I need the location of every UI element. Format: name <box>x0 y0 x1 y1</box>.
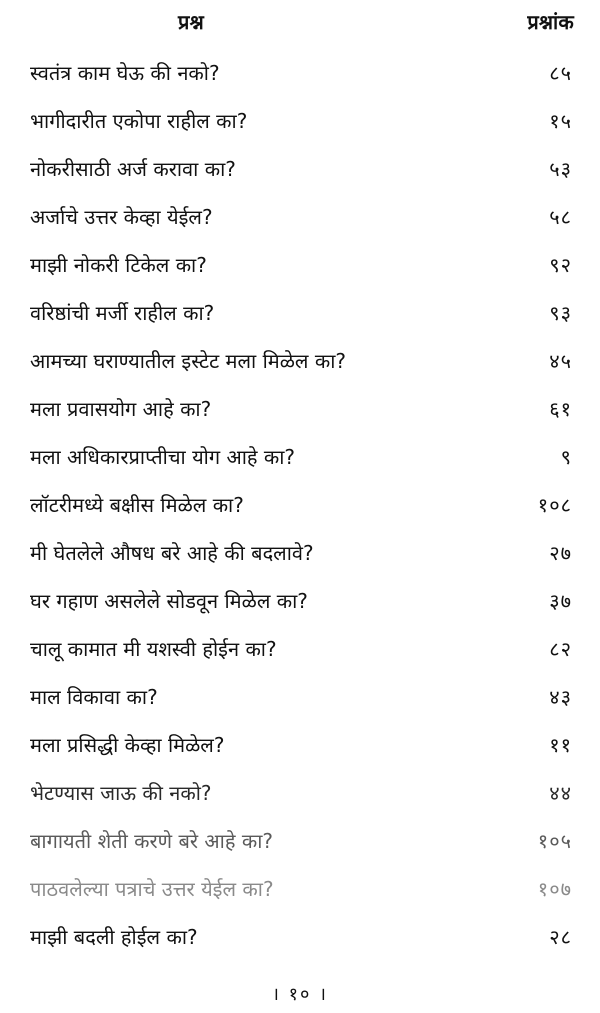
question-number: ४३ <box>549 685 572 709</box>
page-number: । १० । <box>272 984 328 1005</box>
list-item <box>0 156 600 196</box>
question-number: १५ <box>549 109 572 133</box>
question-number: ८५ <box>549 61 572 85</box>
list-item <box>0 492 600 532</box>
question-number: १०७ <box>537 877 572 901</box>
question-text: नोकरीसाठी अर्ज करावा का? <box>30 157 236 181</box>
question-text: बागायती शेती करणे बरे आहे का? <box>30 829 274 853</box>
question-number: २८ <box>549 925 572 949</box>
question-text: भागीदारीत एकोपा राहील का? <box>30 109 248 133</box>
list-item <box>0 300 600 340</box>
question-text: मला प्रसिद्धी केव्हा मिळेल? <box>30 733 225 757</box>
column-header-question: प्रश्न <box>178 10 204 34</box>
list-item <box>0 204 600 244</box>
question-text: घर गहाण असलेले सोडवून मिळेल का? <box>30 589 308 613</box>
list-item <box>0 396 600 436</box>
list-item <box>0 780 600 820</box>
question-number: १०८ <box>537 493 572 517</box>
question-text: पाठवलेल्या पत्राचे उत्तर येईल का? <box>30 877 274 901</box>
question-number: ३७ <box>549 589 572 613</box>
question-text: मला प्रवासयोग आहे का? <box>30 397 212 421</box>
question-number: ८२ <box>549 637 572 661</box>
question-number: ९२ <box>549 253 572 277</box>
question-text: मला अधिकारप्राप्तीचा योग आहे का? <box>30 445 296 469</box>
list-item <box>0 924 600 964</box>
question-text: माल विकावा का? <box>30 685 158 709</box>
question-number: ५८ <box>549 205 572 229</box>
question-text: माझी बदली होईल का? <box>30 925 198 949</box>
question-text: माझी नोकरी टिकेल का? <box>30 253 207 277</box>
list-item <box>0 588 600 628</box>
question-text: भेटण्यास जाऊ की नको? <box>30 781 212 805</box>
question-text: वरिष्ठांची मर्जी राहील का? <box>30 301 215 325</box>
list-item <box>0 540 600 580</box>
list-item <box>0 684 600 724</box>
list-item <box>0 348 600 388</box>
list-item <box>0 108 600 148</box>
question-text: आमच्या घराण्यातील इस्टेट मला मिळेल का? <box>30 349 347 373</box>
list-item <box>0 636 600 676</box>
question-number: ९ <box>560 445 572 469</box>
list-item <box>0 252 600 292</box>
question-number: ५३ <box>549 157 572 181</box>
list-item <box>0 828 600 868</box>
question-text: अर्जाचे उत्तर केव्हा येईल? <box>30 205 213 229</box>
question-number: ९३ <box>549 301 572 325</box>
column-header-number: प्रश्नांक <box>527 10 574 34</box>
question-number: ४५ <box>549 349 572 373</box>
question-text: मी घेतलेले औषध बरे आहे की बदलावे? <box>30 541 314 565</box>
question-number: ११ <box>549 733 572 757</box>
question-number: ४४ <box>549 781 572 805</box>
question-number: ६१ <box>549 397 572 421</box>
list-item <box>0 876 600 916</box>
question-text: स्वतंत्र काम घेऊ की नको? <box>30 61 220 85</box>
question-text: लॉटरीमध्ये बक्षीस मिळेल का? <box>30 493 244 517</box>
question-text: चालू कामात मी यशस्वी होईन का? <box>30 637 277 661</box>
list-item <box>0 444 600 484</box>
list-item <box>0 732 600 772</box>
question-number: १०५ <box>537 829 572 853</box>
list-item <box>0 60 600 100</box>
question-number: २७ <box>549 541 572 565</box>
